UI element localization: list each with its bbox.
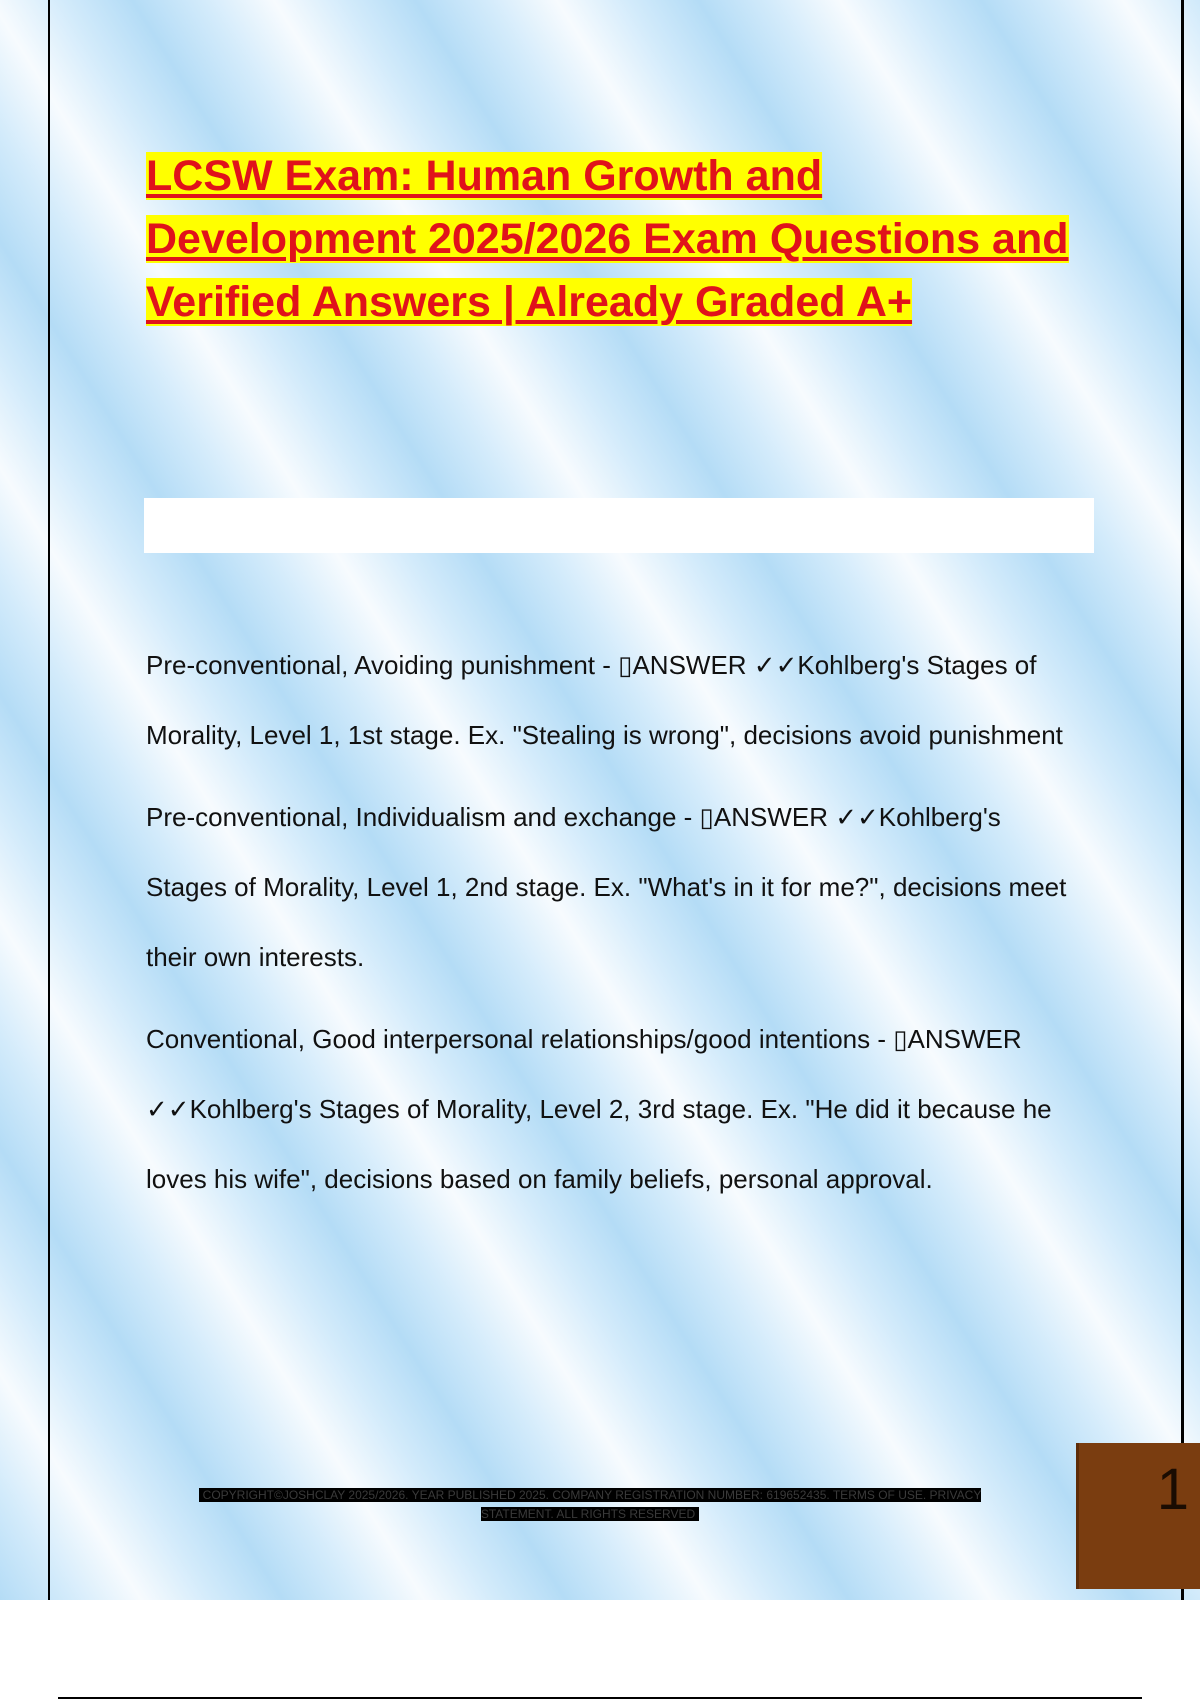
qa-list <box>146 630 1086 1226</box>
qa-entry: Pre-conventional, Avoiding punishment - ▯ANSWER ✓✓Kohlberg's Stages of Morality, Level 1, 1st stage. Ex. "Stealing is wrong", decisions avoid punishment <box>146 650 1063 750</box>
copyright-footer: COPYRIGHT©JOSHCLAY 2025/2026. YEAR PUBLISHED 2025. COMPANY REGISTRATION NUMBER: 619652435. TERMS OF USE. PRIVACY STATEMENT. ALL RIGHTS RESERVED <box>170 1486 1010 1524</box>
page-right-border <box>1181 0 1184 1600</box>
white-band <box>144 498 1094 553</box>
title-block <box>146 145 1096 334</box>
qa-entry: Conventional, Good interpersonal relationships/good intentions - ▯ANSWER ✓✓Kohlberg's Stages of Morality, Level 2, 3rd stage. Ex. "He did it because he loves his wife", decisions based on family beliefs, personal approval. <box>146 1024 1052 1194</box>
page-left-border <box>48 0 50 1600</box>
qa-entry: Pre-conventional, Individualism and exchange - ▯ANSWER ✓✓Kohlberg's Stages of Morality, Level 1, 2nd stage. Ex. "What's in it for me?", decisions meet their own interests. <box>146 802 1067 972</box>
page-number-badge <box>1076 1443 1200 1589</box>
page-number: 1 <box>1156 1457 1189 1522</box>
document-title: LCSW Exam: Human Growth and Development 2025/2026 Exam Questions and Verified Answers | Already Graded A+ <box>146 152 1069 326</box>
bottom-rule <box>58 1697 1142 1699</box>
